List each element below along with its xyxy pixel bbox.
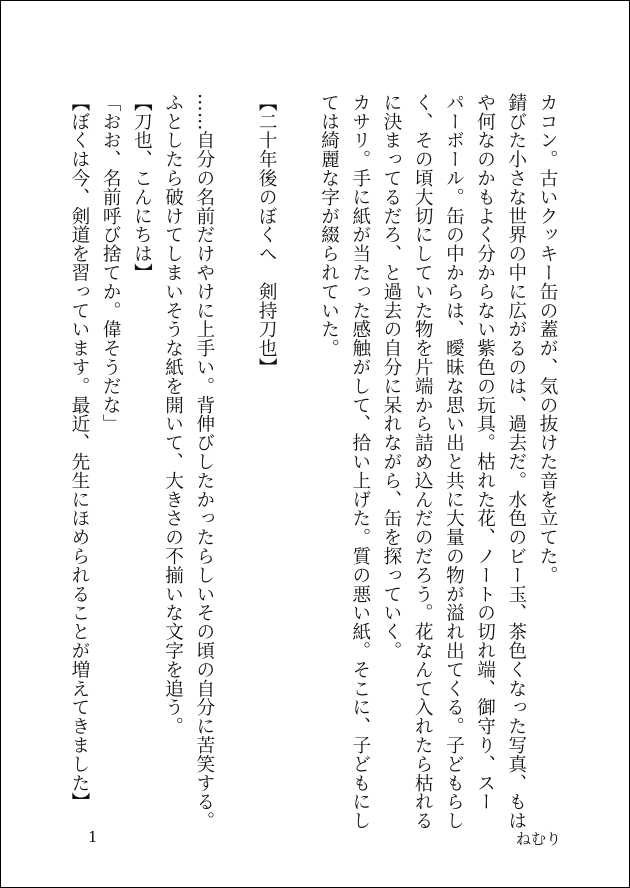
text-line: 【ぼくは今、剣道を習っています。最近、先生にほめられることが増えてきました】 xyxy=(68,93,90,812)
blank-line xyxy=(282,93,313,837)
text-line: 錆びた小さな世界の中に広がるのは、過去だ。水色のビー玉、茶色くなった写真、もは xyxy=(505,93,527,831)
page-number: 1 xyxy=(88,828,98,846)
text-line: ……自分の名前だけやけに上手い。背伸びしたかったらしいその頃の自分に苦笑する。 xyxy=(193,93,215,831)
text-line: パーボール。缶の中からは、曖昧な思い出と共に大量の物が溢れ出てくる。子どもらし xyxy=(443,93,465,831)
text-line: 【刀也、こんにちは】 xyxy=(131,93,153,282)
blank-line xyxy=(220,93,251,837)
text-line: に決まってるだろ、と過去の自分に呆れながら、缶を探っていく。 xyxy=(380,93,402,660)
text-line: カコン。古いクッキー缶の蓋が、気の抜けた音を立てた。 xyxy=(537,93,558,585)
text-line: ふとしたら破けてしまいそうな紙を開いて、大きさの不揃いな文字を追う。 xyxy=(162,93,184,736)
text-line: や何なのかもよく分からない紫色の玩具。枯れた花、ノートの切れ端、御守り、スー xyxy=(474,93,496,812)
text-line: カサリ。手に紙が当たった感触がして、拾い上げた。質の悪い紙。そこに、子どもにし xyxy=(349,93,371,831)
text-line: ては綺麗な字が綴られていた。 xyxy=(318,93,340,358)
text-line: く、その頃大切にしていた物を片端から詰め込んだのだろう。花なんて入れたら枯れる xyxy=(412,93,434,831)
letter-heading-line: 【二十年後のぼくへ 剣持刀也】 xyxy=(256,93,278,377)
author-name: ねむり xyxy=(515,830,561,848)
vertical-text-body xyxy=(64,93,563,837)
text-line: 「おお、名前呼び捨てか。偉そうだな」 xyxy=(100,93,122,434)
